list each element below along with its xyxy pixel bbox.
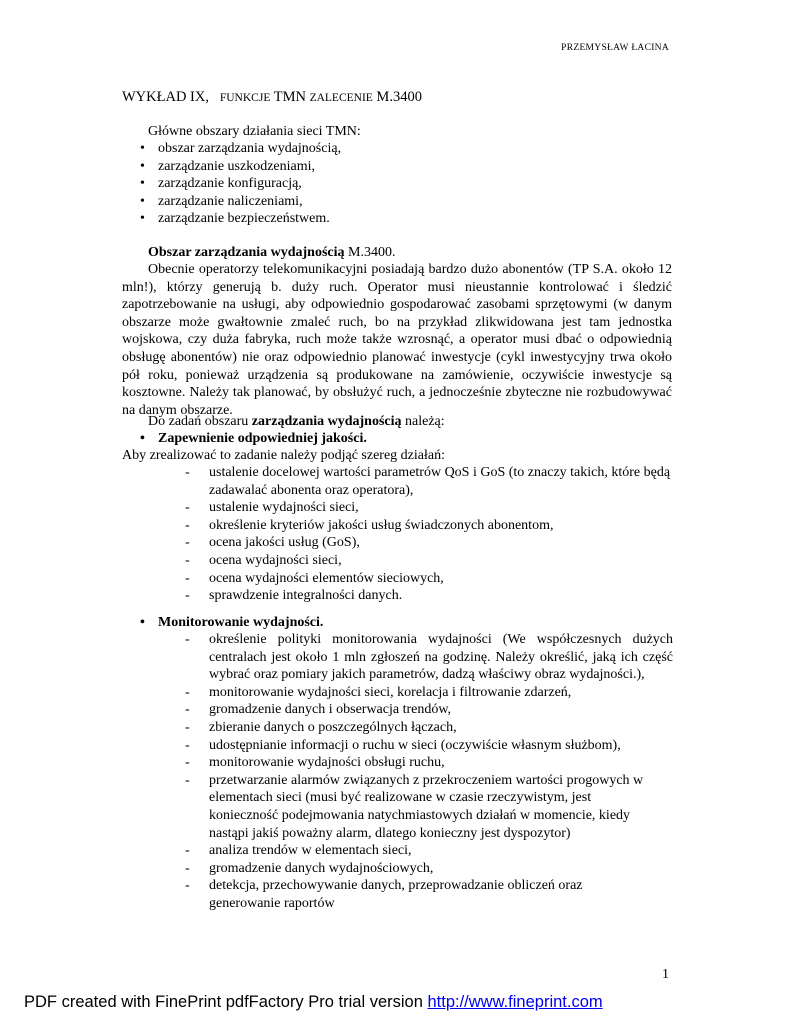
quality-intro: Aby zrealizować to zadanie należy podjąć szereg działań: [122,448,445,463]
list-item: - ustalenie docelowej wartości parametrów QoS i GoS (to znaczy takich, które będą zadawalać abonenta oraz operatora), [185,464,673,499]
tasks-line [148,413,445,431]
list-item: - monitorowanie wydajności sieci, korelacja i filtrowanie zdarzeń, [185,684,673,702]
footer-text: PDF created with FinePrint pdfFactory Pro trial version [24,993,428,1011]
list-item: • obszar zarządzania wydajnością, [140,140,341,158]
list-item: - gromadzenie danych wydajnościowych, [185,860,673,878]
list-item: - sprawdzenie integralności danych. [185,587,673,605]
tasks-prefix: Do zadań obszaru [148,414,252,429]
list-item: - określenie polityki monitorowania wydajności (We współczesnych dużych centralach jest około 1 mln zgłoszeń na godzinę. Należy określić, jaką ich część wybrać oraz pomiary jakich parametrów, dadzą właściwy obraz wydajności.), [185,631,673,684]
section-paragraph: Obecnie operatorzy telekomunikacyjni posiadają bardzo dużo abonentów (TP S.A. około 12 mln!), którzy generują b. duży ruch. Operator musi nieustannie kontrolować i śledzić zapotrzebowanie na usługi, aby odpowiednio gospodarować zasobami sprzętowymi (w danym obszarze może gwałtownie zmaleć ruch, bo na przykład zlikwidowana jest tam jednostka wojskowa, czy duża fabryka, ruch może także wzrosnąć, a operator musi dbać o odpowiednią obsługę abonentów) nie oraz odpowiednio planować inwestycje (cykl inwestycyjny trwa około pół roku, ponieważ urządzenia są produkowane na zamówienie, oczywiście inwestycje są kosztowne. Należy tak planować, by obsłużyć ruch, a jednocześnie zbyteczne nie rozbudowywać na danym obszarze. [122,262,672,418]
quality-bullet [140,430,367,448]
section-heading [148,244,395,262]
title-smallcaps-1: FUNKCJE [219,92,271,104]
footer-link[interactable]: http://www.fineprint.com [427,993,603,1011]
monitoring-heading: • Monitorowanie wydajności. [140,614,323,632]
page-number: 1 [662,967,669,982]
list-item: • zarządzanie uszkodzeniami, [140,158,341,176]
section-heading-rest: M.3400. [344,245,396,260]
title-mid: TMN [270,89,310,105]
list-item: - udostępnianie informacji o ruchu w sieci (oczywiście własnym służbom), [185,737,673,755]
list-item: - ocena wydajności elementów sieciowych, [185,570,673,588]
running-header-author: PRZEMYSŁAW ŁACINA [561,43,669,53]
intro-heading: Główne obszary działania sieci TMN: [148,124,361,139]
quality-list [185,464,673,605]
list-item: - zbieranie danych o poszczególnych łączach, [185,719,673,737]
list-item: - ocena wydajności sieci, [185,552,673,570]
list-item: - określenie kryteriów jakości usług świadczonych abonentom, [185,517,673,535]
list-item: - ocena jakości usług (GoS), [185,534,673,552]
title-smallcaps-2: ZALECENIE [309,92,373,104]
list-item: - detekcja, przechowywanie danych, przeprowadzanie obliczeń oraz generowanie raportów [185,877,673,912]
monitoring-list [185,631,673,913]
list-item: - ustalenie wydajności sieci, [185,499,673,517]
intro-list [140,140,341,228]
section-heading-bold: Obszar zarządzania wydajnością [148,245,345,260]
list-item: • zarządzanie konfiguracją, [140,175,341,193]
list-item: - przetwarzanie alarmów związanych z przekroczeniem wartości progowych w elementach sieci (musi być realizowane w czasie rzeczywistym, jest konieczność podejmowania natychmiastowych działań w momencie, kiedy nastąpi jakiś poważny alarm, dlatego konieczny jest dyspozytor) [185,772,673,842]
lecture-title [122,89,422,106]
list-item: • zarządzanie bezpieczeństwem. [140,210,341,228]
list-item: - monitorowanie wydajności obsługi ruchu, [185,754,673,772]
title-end: M.3400 [372,89,422,105]
title-main: WYKŁAD IX, [122,89,209,105]
quality-heading: • Zapewnienie odpowiedniej jakości. [140,430,367,448]
list-item: - gromadzenie danych i obserwacja trendów, [185,701,673,719]
tasks-suffix: należą: [401,414,445,429]
pdf-footer [24,993,603,1012]
list-item: - analiza trendów w elementach sieci, [185,842,673,860]
list-item: • zarządzanie naliczeniami, [140,193,341,211]
monitoring-bullet [140,614,323,632]
tasks-bold: zarządzania wydajnością [251,414,402,429]
